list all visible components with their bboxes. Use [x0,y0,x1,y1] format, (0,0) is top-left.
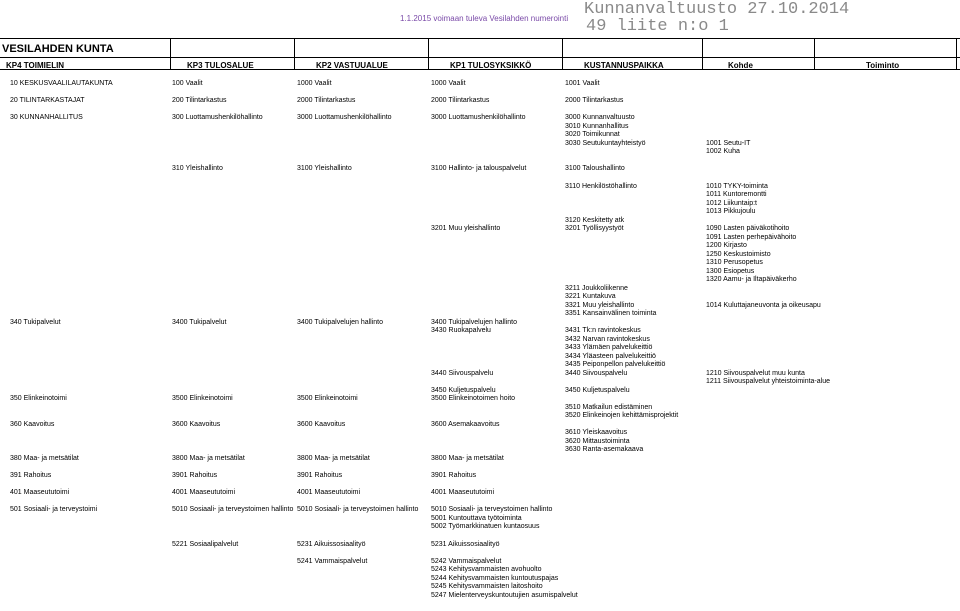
column-header-toiminto: Toiminto [866,61,900,70]
table-cell: 3600 Asemakaavoitus [431,421,500,428]
table-cell: 5001 Kuntouttava työtoiminta [431,515,522,522]
table-cell: 3400 Tukipalvelujen hallinto [297,319,384,326]
table-cell: 1001 Seutu-IT [706,140,751,147]
table-cell: 1300 Esiopetus [706,268,755,275]
table-cell: 1091 Lasten perhepäivähoito [706,234,797,241]
table-cell: 4001 Maaseututoimi [172,489,236,496]
table-cell: 1000 Vaalit [431,80,466,87]
table-cell: 3800 Maa- ja metsätilat [431,455,504,462]
table-cell: 5245 Kehitysvammaisten laitoshoito [431,583,543,590]
column-header-kp4: KP4 TOIMIELIN [6,61,65,70]
table-cell: 380 Maa- ja metsätilat [10,455,79,462]
table-cell: 5231 Aikuissosiaalityö [297,541,366,548]
table-cell: 3800 Maa- ja metsätilat [297,455,370,462]
table-cell: 5241 Vammaispalvelut [297,558,368,565]
table-cell: 3400 Tukipalvelujen hallinto [431,319,518,326]
table-cell: 3110 Henkilöstöhallinto [565,183,637,190]
table-cell: 1200 Kirjasto [706,242,747,249]
table-cell: 3321 Muu yleishallinto [565,302,635,309]
table-cell: 4001 Maaseututoimi [431,489,495,496]
table-cell: 3500 Elinkeinotoimi [297,395,358,402]
table-cell: 3201 Muu yleishallinto [431,225,501,232]
column-header-kohde: Kohde [728,61,753,70]
table-cell: 100 Vaalit [172,80,203,87]
table-cell: 5010 Sosiaali- ja terveystoimen hallinto [431,506,553,513]
table-cell: 1000 Vaalit [297,80,332,87]
table-cell: 3000 Kunnanvaltuusto [565,114,635,121]
table-cell: 3610 Yleiskaavoitus [565,429,628,436]
header-note: 1.1.2015 voimaan tuleva Vesilahden numerointi [400,14,569,23]
table-cell: 1211 Siivouspalvelut yhteistoiminta-alue [706,378,830,385]
table-cell: 5010 Sosiaali- ja terveystoimen hallinto [172,506,294,513]
table-cell: 2000 Tilintarkastus [431,97,490,104]
table-cell: 3211 Joukkoliikenne [565,285,628,292]
table-cell: 1320 Aamu- ja Iltapäiväkerho [706,276,797,283]
table-cell: 1001 Vaalit [565,80,600,87]
column-header-kp1: KP1 TULOSYKSIKKÖ [450,61,532,70]
table-cell: 5243 Kehitysvammaisten avohuolto [431,566,542,573]
table-cell: 3520 Elinkeinojen kehittämisprojektit [565,412,679,419]
divider [956,38,957,69]
table-cell: 1002 Kuha [706,148,740,155]
table-cell: 1011 Kuntoremontti [706,191,767,198]
table-cell: 3440 Siivouspalvelu [431,370,494,377]
table-cell: 3000 Luottamushenkilöhallinto [431,114,526,121]
table-cell: 1014 Kuluttajaneuvonta ja oikeusapu [706,302,821,309]
divider [702,38,703,69]
table-cell: 3431 Tk:n ravintokeskus [565,327,641,334]
stamp-line-1: Kunnanvaltuusto 27.10.2014 [584,0,850,19]
table-cell: 3000 Luottamushenkilöhallinto [297,114,392,121]
table-cell: 3450 Kuljetuspalvelu [431,387,496,394]
table-cell: 3100 Hallinto- ja talouspalvelut [431,165,527,172]
table-cell: 5242 Vammaispalvelut [431,558,502,565]
table-cell: 5010 Sosiaali- ja terveystoimen hallinto [297,506,419,513]
table-cell: 3901 Rahoitus [431,472,477,479]
table-cell: 3432 Narvan ravintokeskus [565,336,650,343]
table-cell: 3510 Matkailun edistäminen [565,404,653,411]
table-cell: 3600 Kaavoitus [172,421,221,428]
table-cell: 5221 Sosiaalipalvelut [172,541,239,548]
table-cell: 200 Tilintarkastus [172,97,227,104]
column-header-kustannuspaikka: KUSTANNUSPAIKKA [584,61,664,70]
divider [294,38,295,69]
table-cell: 3120 Keskitetty atk [565,217,625,224]
table-cell: 360 Kaavoitus [10,421,55,428]
table-cell: 310 Yleishallinto [172,165,223,172]
column-header-kp3: KP3 TULOSALUE [187,61,254,70]
divider [428,38,429,69]
table-cell: 2000 Tilintarkastus [297,97,356,104]
divider [170,38,171,69]
table-cell: 3030 Seutukuntayhteistyö [565,140,646,147]
table-cell: 1210 Siivouspalvelut muu kunta [706,370,805,377]
divider [562,38,563,69]
table-cell: 3010 Kunnanhallitus [565,123,629,130]
table-cell: 1013 Pikkujoulu [706,208,756,215]
table-cell: 3620 Mittaustoiminta [565,438,630,445]
table-cell: 3221 Kuntakuva [565,293,616,300]
table-cell: 3630 Ranta-asemakaava [565,446,644,453]
table-cell: 30 KUNNANHALLITUS [10,114,83,121]
table-cell: 3430 Ruokapalvelu [431,327,491,334]
table-cell: 391 Rahoitus [10,472,52,479]
table-cell: 340 Tukipalvelut [10,319,61,326]
table-cell: 3450 Kuljetuspalvelu [565,387,630,394]
table-cell: 3440 Siivouspalvelu [565,370,628,377]
table-cell: 4001 Maaseututoimi [297,489,361,496]
stamp-line-2: 49 liite n:o 1 [586,17,729,36]
table-cell: 300 Luottamushenkilöhallinto [172,114,263,121]
table-cell: 3020 Toimikunnat [565,131,620,138]
table-cell: 5244 Kehitysvammaisten kuntoutuspajas [431,575,559,582]
table-cell: 3500 Elinkeinotoimen hoito [431,395,516,402]
table-cell: 1090 Lasten päiväkotihoito [706,225,790,232]
table-cell: 2000 Tilintarkastus [565,97,624,104]
stamp [584,1,849,35]
table-cell: 3901 Rahoitus [297,472,343,479]
table-cell: 5247 Mielenterveyskuntoutujien asumispalvelut [431,592,578,599]
table-cell: 3100 Taloushallinto [565,165,625,172]
table-cell: 3433 Ylämäen palvelukeittiö [565,344,653,351]
divider [0,38,960,39]
table-cell: 3901 Rahoitus [172,472,218,479]
table-cell: 3434 Yläasteen palvelukeittiö [565,353,656,360]
table-cell: 1012 Liikuntaip:t [706,200,757,207]
table-cell: 20 TILINTARKASTAJAT [10,97,85,104]
table-cell: 3500 Elinkeinotoimi [172,395,233,402]
table-cell: 1310 Perusopetus [706,259,763,266]
divider [0,57,960,58]
table-cell: 401 Maaseututoimi [10,489,70,496]
table-cell: 350 Elinkeinotoimi [10,395,67,402]
table-cell: 10 KESKUSVAALILAUTAKUNTA [10,80,113,87]
table-cell: 5002 Työmarkkinatuen kuntaosuus [431,523,540,530]
table-cell: 501 Sosiaali- ja terveystoimi [10,506,98,513]
table-cell: 3800 Maa- ja metsätilat [172,455,245,462]
table-cell: 3201 Työllisyystyöt [565,225,624,232]
table-cell: 1250 Keskustoimisto [706,251,771,258]
page-title: VESILAHDEN KUNTA [2,43,114,55]
table-cell: 3435 Peiponpellon palvelukeittiö [565,361,666,368]
table-cell: 3400 Tukipalvelut [172,319,227,326]
table-cell: 5231 Aikuissosiaalityö [431,541,500,548]
divider [814,38,815,69]
table-cell: 3100 Yleishallinto [297,165,352,172]
column-header-kp2: KP2 VASTUUALUE [316,61,388,70]
table-cell: 1010 TYKY-toiminta [706,183,768,190]
table-cell: 3351 Kansainvälinen toiminta [565,310,657,317]
table-cell: 3600 Kaavoitus [297,421,346,428]
